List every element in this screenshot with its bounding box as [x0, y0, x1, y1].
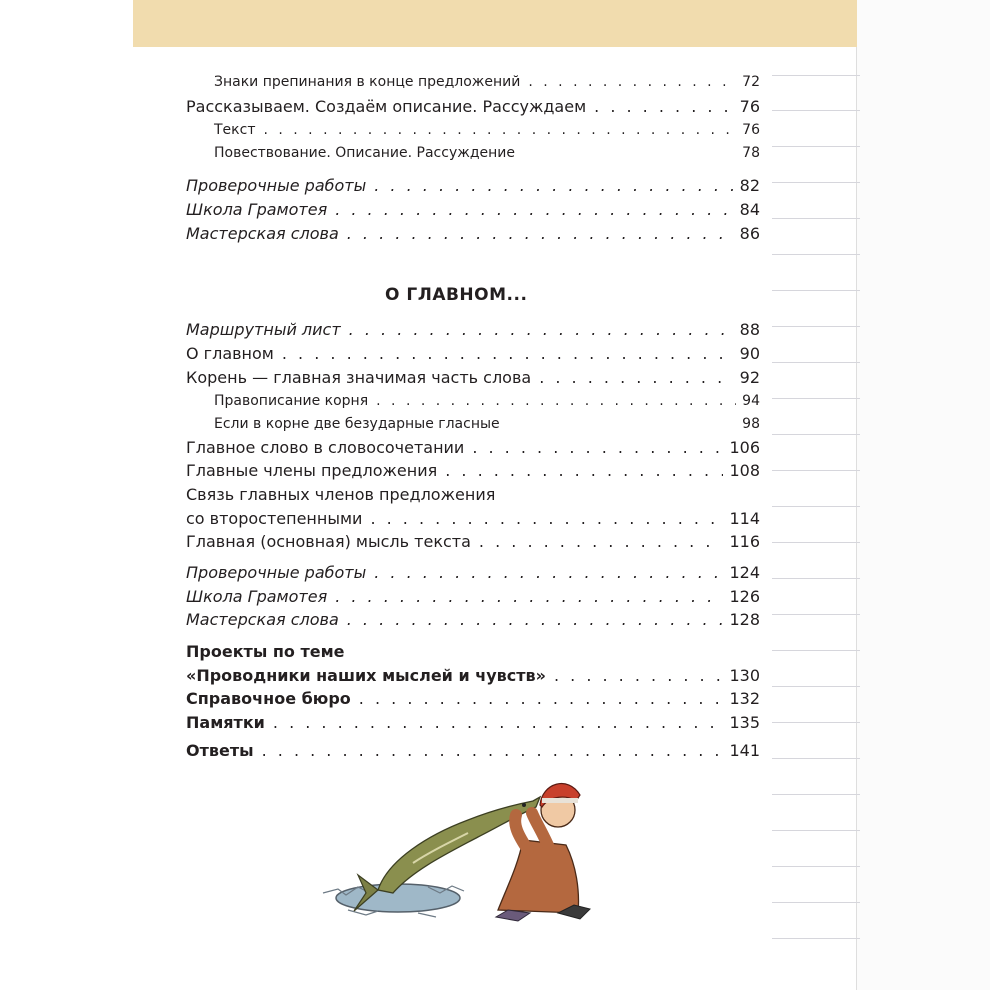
ruled-line: [772, 290, 860, 291]
toc-leader-dots: [335, 587, 723, 606]
ruled-line: [772, 722, 860, 723]
section-heading: О ГЛАВНОМ...: [385, 285, 528, 305]
ruled-line: [772, 434, 860, 435]
toc-entry-page: 124: [729, 563, 760, 582]
toc-leader-dots: [282, 344, 734, 363]
right-margin: [857, 0, 990, 990]
toc-entry-title: Главные члены предложения: [186, 461, 438, 480]
toc-leader-dots: [479, 532, 724, 551]
toc-entry-page: 76: [739, 97, 760, 116]
toc-entry[interactable]: [214, 393, 760, 409]
toc-entry-title: Если в корне две безударные гласные: [214, 416, 500, 432]
toc-entry-page: 132: [729, 689, 760, 708]
ruled-line: [772, 470, 860, 471]
toc-leader-dots: [349, 320, 734, 339]
toc-entry-page: 130: [729, 666, 760, 685]
toc-leader-dots: [554, 666, 723, 685]
toc-entry[interactable]: [186, 97, 760, 116]
ruled-line: [772, 938, 860, 939]
toc-leader-dots: [374, 176, 733, 195]
toc-leader-dots: [347, 224, 734, 243]
toc-entry[interactable]: [186, 224, 760, 243]
ruled-line: [772, 758, 860, 759]
ruled-line: [772, 182, 860, 183]
toc-entry-title: Рассказываем. Создаём описание. Рассуждаем: [186, 97, 587, 116]
ruled-line: [772, 686, 860, 687]
ruled-line: [772, 254, 860, 255]
toc-entry-title: Проверочные работы: [186, 176, 367, 195]
toc-entry-title: Корень — главная значимая часть слова: [186, 368, 532, 387]
toc-entry[interactable]: [186, 587, 760, 606]
toc-leader-dots: [539, 368, 733, 387]
boy-coat: [498, 840, 579, 913]
ruled-line: [772, 866, 860, 867]
boy-holding-pike-fish-icon: [318, 765, 628, 925]
toc-entry[interactable]: [214, 122, 760, 138]
ruled-line: [772, 218, 860, 219]
ruled-line: [772, 110, 860, 111]
toc-entry-title: Главное слово в словосочетании: [186, 438, 465, 457]
toc-entry[interactable]: [186, 689, 760, 708]
toc-entry[interactable]: [186, 509, 760, 528]
top-color-band: [133, 0, 857, 47]
toc-entry-title: Проверочные работы: [186, 563, 367, 582]
toc-leader-dots: [335, 200, 733, 219]
toc-leader-dots: [376, 393, 736, 409]
toc-entry[interactable]: [186, 320, 760, 339]
toc-entry-title: Школа Грамотея: [186, 200, 328, 219]
toc-entry-title[interactable]: Связь главных членов предложения: [186, 485, 496, 504]
toc-leader-dots: [374, 563, 723, 582]
toc-entry-page: 84: [739, 200, 760, 219]
toc-entry[interactable]: [186, 666, 760, 685]
toc-entry-page: 94: [742, 393, 760, 409]
toc-entry[interactable]: [186, 741, 760, 760]
ruled-line: [772, 326, 860, 327]
ruled-line: [772, 146, 860, 147]
toc-entry-page: 114: [729, 509, 760, 528]
ruled-line: [772, 398, 860, 399]
toc-entry-page: 116: [729, 532, 760, 551]
toc-entry-title: со второстепенными: [186, 509, 363, 528]
toc-entry-title: Мастерская слова: [186, 610, 339, 629]
toc-entry-page: 88: [739, 320, 760, 339]
toc-entry-title: Справочное бюро: [186, 689, 351, 708]
ruled-line: [772, 578, 860, 579]
toc-entry[interactable]: [186, 610, 760, 629]
toc-entry-title: Главная (основная) мысль текста: [186, 532, 471, 551]
toc-leader-dots: [528, 74, 736, 90]
left-margin: [0, 0, 133, 990]
toc-entry-title: Знаки препинания в конце предложений: [214, 74, 521, 90]
ruled-line: [772, 794, 860, 795]
toc-entry[interactable]: [186, 176, 760, 195]
ruled-line: [772, 75, 860, 76]
ruled-line: [772, 830, 860, 831]
toc-entry[interactable]: [186, 438, 760, 457]
ruled-line: [772, 506, 860, 507]
toc-leader-dots: [347, 610, 724, 629]
toc-entry-page: 135: [729, 713, 760, 732]
toc-entry-page: 76: [742, 122, 760, 138]
toc-entry-title: «Проводники наших мыслей и чувств»: [186, 666, 546, 685]
toc-entry-title: Повествование. Описание. Рассуждение: [214, 145, 516, 161]
toc-entry-title: Памятки: [186, 713, 265, 732]
toc-entry-title: Мастерская слова: [186, 224, 339, 243]
ruled-line: [772, 902, 860, 903]
toc-entry-page: 82: [739, 176, 760, 195]
toc-entry-title: Маршрутный лист: [186, 320, 341, 339]
toc-entry[interactable]: [186, 200, 760, 219]
toc-entry[interactable]: [186, 368, 760, 387]
toc-entry[interactable]: [214, 145, 760, 161]
toc-entry-page: 106: [729, 438, 760, 457]
toc-entry-page: 72: [742, 74, 760, 90]
toc-entry-page: 98: [742, 416, 760, 432]
toc-entry-title: О главном: [186, 344, 274, 363]
toc-leader-dots: [359, 689, 724, 708]
ruled-line: [772, 650, 860, 651]
toc-entry[interactable]: [186, 532, 760, 551]
toc-entry-page: 126: [729, 587, 760, 606]
toc-leader-dots: [263, 122, 736, 138]
toc-entry-title: Текст: [214, 122, 256, 138]
page-edge: [856, 47, 857, 990]
ruled-line: [772, 362, 860, 363]
toc-entry-page: 90: [739, 344, 760, 363]
toc-leader-dots: [370, 509, 723, 528]
toc-entry-page: 141: [729, 741, 760, 760]
toc-entry-page: 92: [739, 368, 760, 387]
toc-entry-title[interactable]: Проекты по теме: [186, 642, 345, 661]
toc-leader-dots: [445, 461, 723, 480]
toc-entry[interactable]: [214, 416, 760, 432]
toc-entry-title: Правописание корня: [214, 393, 369, 409]
toc-entry-page: 86: [739, 224, 760, 243]
toc-leader-dots: [262, 741, 724, 760]
toc-entry-page: 128: [729, 610, 760, 629]
toc-entry-page: 108: [729, 461, 760, 480]
toc-leader-dots: [472, 438, 723, 457]
ruled-line: [772, 542, 860, 543]
toc-entry[interactable]: [186, 713, 760, 732]
toc-entry-title: Школа Грамотея: [186, 587, 328, 606]
toc-entry-page: 78: [742, 145, 760, 161]
toc-entry[interactable]: [186, 461, 760, 480]
toc-entry[interactable]: [214, 74, 760, 90]
ruled-line: [772, 614, 860, 615]
toc-leader-dots: [273, 713, 724, 732]
toc-entry[interactable]: [186, 344, 760, 363]
toc-entry-title: Ответы: [186, 741, 254, 760]
toc-leader-dots: [594, 97, 733, 116]
toc-entry[interactable]: [186, 563, 760, 582]
